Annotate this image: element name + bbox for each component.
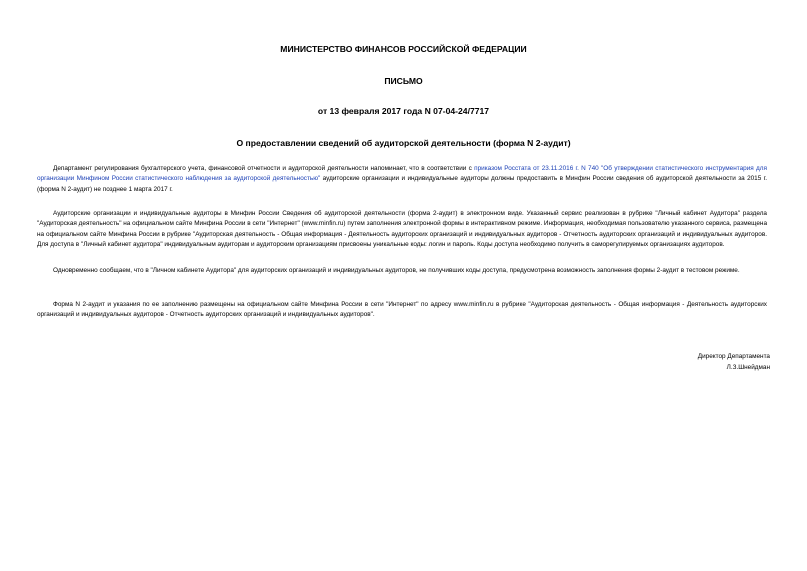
document-date-number: от 13 февраля 2017 года N 07-04-24/7717 — [317, 106, 490, 116]
statistical-instrumentation-link[interactable]: "Об утверждении статистического инструментария для организации Минфином России статистического наблюдения за аудиторской деятельностью" — [37, 165, 767, 183]
paragraph-1-text-start: Департамент регулирования бухгалтерского учета, финансовой отчетности и аудиторской деятельности напоминает, что в соответствии с — [53, 165, 475, 172]
paragraph-2: Аудиторские организации и индивидуальные аудиторы в Минфин России Сведения об аудиторской деятельности (форма 2-аудит) в электронном виде. Указанный сервис реализован в рубрике "Личный кабинет Аудитора" раздела "Аудиторская деятельность" на официальном сайте Минфина России в сети "Интернет" (www.minfin.ru) путем заполнения электронной формы в интерактивном режиме. Информация, необходимая пользователю указанного сервиса, размещена на официальном сайте Минфина России в рубрике "Аудиторская деятельность - Общая информация - Деятельность аудиторских организаций и индивидуальных аудиторов - Отчетность аудиторских организаций и индивидуальных аудиторов. Для доступа в "Личный кабинет аудитора" индивидуальным аудиторам и аудиторским организациям присвоены уникальные коды: логин и пароль. Коды доступа необходимо получить в саморегулируемых организациях аудиторов. — [37, 210, 767, 249]
ministry-heading: МИНИСТЕРСТВО ФИНАНСОВ РОССИЙСКОЙ ФЕДЕРАЦИИ — [280, 44, 527, 54]
paragraph-1-text-end: аудиторские организации и индивидуальные аудиторы должны предоставить в Минфин России сведения об аудиторской деятельности за 2015 г. (форма N 2-аудит) не позднее 1 марта 2017 г. — [37, 175, 768, 193]
signature-name: Л.З.Шнейдман — [726, 364, 770, 371]
paragraph-4: Форма N 2-аудит и указания по ее заполнению размещены на официальном сайте Минфина России в сети "Интернет" по адресу www.minfin.ru в рубрике "Аудиторская деятельность - Общая информация - Деятельность аудиторских организаций и индивидуальных аудиторов - Отчетность аудиторских организаций и индивидуальных аудиторов". — [37, 301, 767, 319]
signature-title: Директор Департамента — [697, 353, 770, 360]
document-subject: О предоставлении сведений об аудиторской деятельности (форма N 2-аудит) — [236, 138, 571, 148]
document-type-heading: ПИСЬМО — [384, 76, 423, 86]
paragraph-3: Одновременно сообщаем, что в "Личном кабинете Аудитора" для аудиторских организаций и индивидуальных аудиторов, не получивших коды доступа, предусмотрена возможность заполнения формы 2-аудит в тестовом режиме. — [53, 267, 740, 274]
paragraph-1 — [37, 164, 767, 195]
rosstat-order-link[interactable]: приказом Росстата от 23.11.2016 г. N 740 — [474, 165, 599, 172]
